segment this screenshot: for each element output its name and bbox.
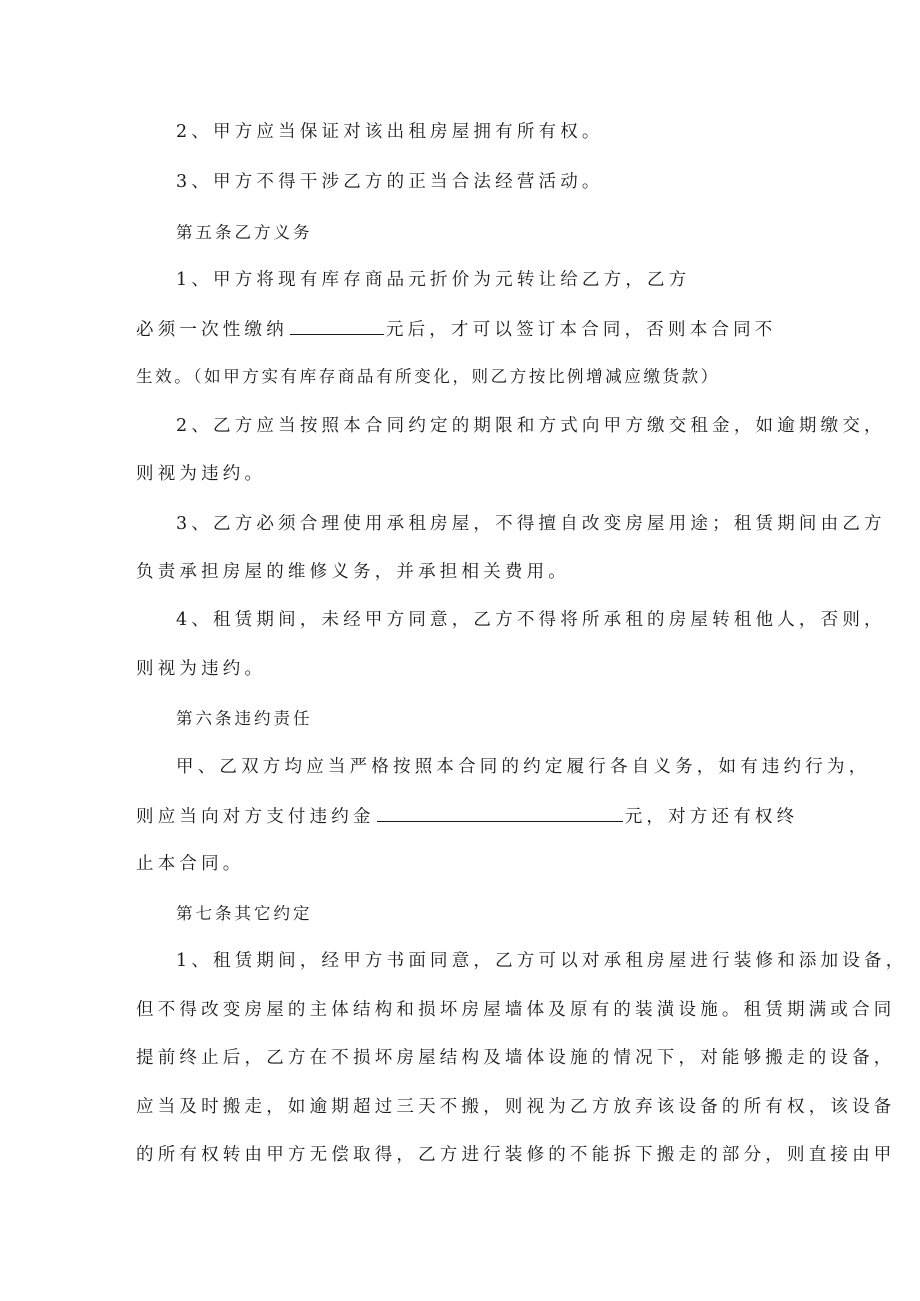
clause-tenant-1-line-2 xyxy=(136,316,777,342)
other-1-line-2: 但不得改变房屋的主体结构和损坏房屋墙体及原有的装潢设施。租赁期满或合同 xyxy=(136,1000,896,1020)
clause-tenant-3-line-1: 3、乙方必须合理使用承租房屋，不得擅自改变房屋用途；租赁期间由乙方 xyxy=(176,514,886,534)
clause-tenant-1-line-3: 生效。（如甲方实有库存商品有所变化，则乙方按比例增减应缴货款） xyxy=(136,367,720,386)
other-1-line-3: 提前终止后，乙方在不损坏房屋结构及墙体设施的情况下，对能够搬走的设备， xyxy=(136,1048,896,1068)
clause-tenant-4-line-1: 4、租赁期间，未经甲方同意，乙方不得将所承租的房屋转租他人，否则， xyxy=(176,610,886,630)
other-1-line-1: 1、租赁期间，经甲方书面同意，乙方可以对承租房屋进行装修和添加设备， xyxy=(176,951,908,971)
article-7-heading: 第七条其它约定 xyxy=(176,904,313,923)
penalty-amount-blank xyxy=(377,803,623,822)
article-6-heading: 第六条违约责任 xyxy=(176,709,313,728)
clause-landlord-3: 3、甲方不得干涉乙方的正当合法经营活动。 xyxy=(176,172,604,192)
other-1-line-5: 的所有权转由甲方无偿取得，乙方进行装修的不能拆下搬走的部分，则直接由甲 xyxy=(136,1145,896,1165)
breach-line-3: 止本合同。 xyxy=(136,854,245,874)
payment-amount-blank xyxy=(290,316,384,335)
clause-tenant-1-line-1: 1、甲方将现有库存商品元折价为元转让给乙方，乙方 xyxy=(176,270,691,290)
breach-line-2 xyxy=(136,803,798,829)
breach-line-1: 甲、乙双方均应当严格按照本合同的约定履行各自义务，如有违约行为， xyxy=(176,757,871,777)
clause-text: 必须一次性缴纳 xyxy=(136,320,288,340)
clause-text: 元后，才可以签订本合同，否则本合同不 xyxy=(385,320,777,340)
clause-text: 则应当向对方支付违约金 xyxy=(136,807,375,827)
clause-tenant-2-line-1: 2、乙方应当按照本合同约定的期限和方式向甲方缴交租金，如逾期缴交， xyxy=(176,416,886,436)
clause-text: 元，对方还有权终 xyxy=(624,807,799,827)
other-1-line-4: 应当及时搬走，如逾期超过三天不搬，则视为乙方放弃该设备的所有权，该设备 xyxy=(136,1097,896,1117)
clause-tenant-2-line-2: 则视为违约。 xyxy=(136,464,267,484)
clause-tenant-4-line-2: 则视为违约。 xyxy=(136,659,267,679)
clause-landlord-2: 2、甲方应当保证对该出租房屋拥有所有权。 xyxy=(176,122,604,142)
clause-tenant-3-line-2: 负责承担房屋的维修义务，并承担相关费用。 xyxy=(136,562,570,582)
article-5-heading: 第五条乙方义务 xyxy=(176,223,313,242)
